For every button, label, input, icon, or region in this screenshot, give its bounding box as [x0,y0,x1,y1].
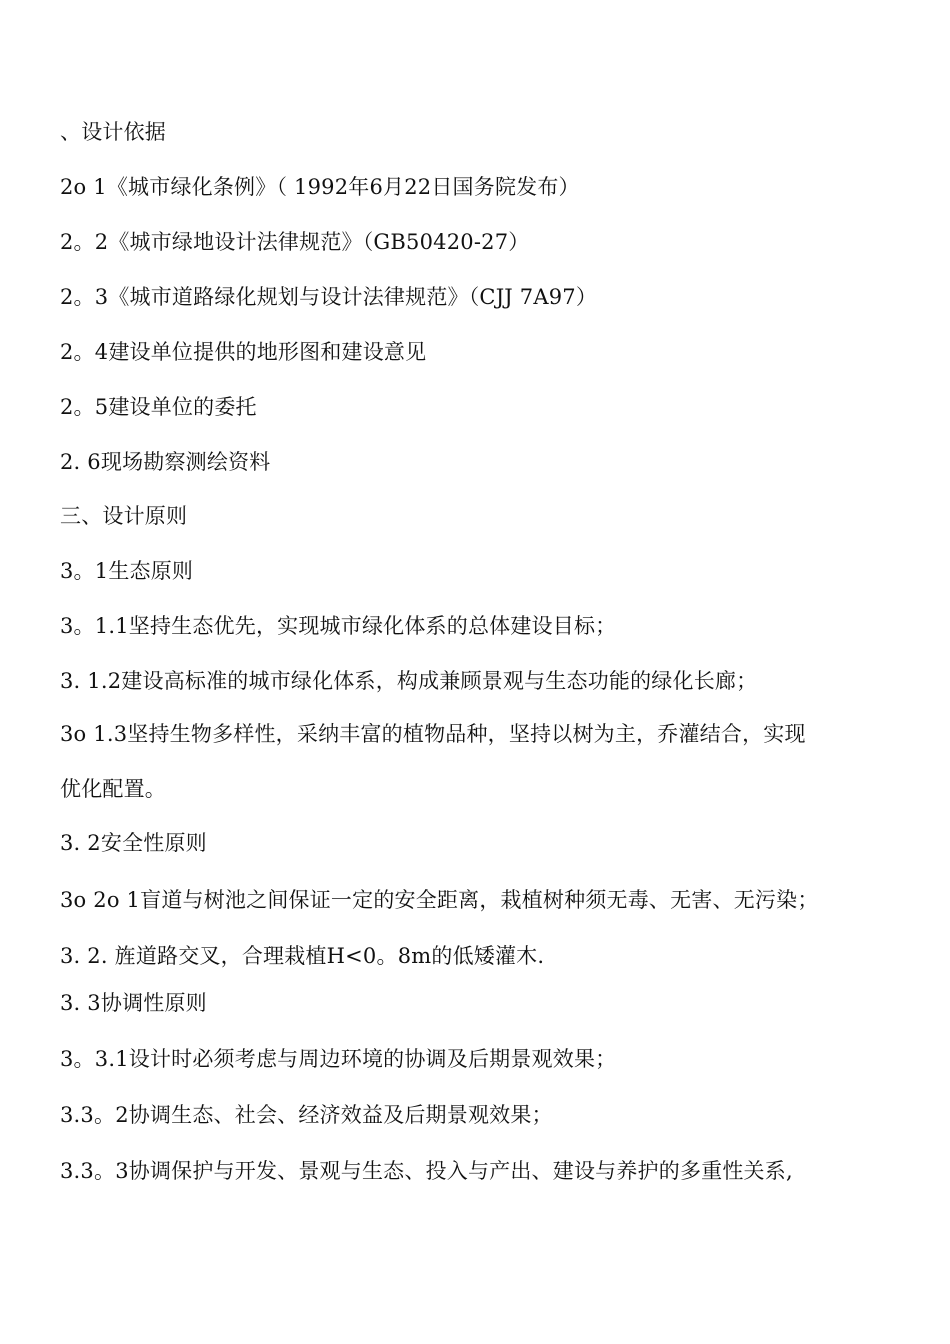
principle-item-3-1-1: 3。1.1坚持生态优先，实现城市绿化体系的总体建设目标； [60,614,617,638]
principle-item-3-1-3-continued: 优化配置。 [60,777,166,801]
principle-item-3-2-2: 3. 2. 旌道路交叉，合理栽植H<0。8m的低矮灌木. [60,944,545,968]
basis-item-2-2: 2。2《城市绿地设计法律规范》（GB50420-27） [60,230,530,254]
subsection-heading-safety: 3. 2安全性原则 [60,831,207,855]
section-heading-design-basis: 、设计依据 [60,120,166,144]
basis-item-2-6: 2. 6现场勘察测绘资料 [60,450,271,474]
subsection-heading-ecology: 3。1生态原则 [60,559,194,583]
basis-item-2-5: 2。5建设单位的委托 [60,395,257,419]
principle-item-3-1-2: 3. 1.2建设高标准的城市绿化体系，构成兼顾景观与生态功能的绿化长廊； [60,669,758,693]
basis-item-2-1: 2o 1《城市绿化条例》（ 1992年6月22日国务院发布） [60,175,580,199]
subsection-heading-coordination: 3. 3协调性原则 [60,991,207,1015]
principle-item-3-1-3: 3o 1.3坚持生物多样性，采纳丰富的植物品种，坚持以树为主，乔灌结合，实现 [60,722,806,746]
principle-item-3-2-1: 3o 2o 1盲道与树池之间保证一定的安全距离，栽植树种须无毒、无害、无污染； [60,888,819,912]
principle-item-3-3-1: 3。3.1设计时必须考虑与周边环境的协调及后期景观效果； [60,1047,617,1071]
basis-item-2-4: 2。4建设单位提供的地形图和建设意见 [60,340,427,364]
section-heading-design-principles: 三、设计原则 [60,504,188,528]
principle-item-3-3-2: 3.3。2协调生态、社会、经济效益及后期景观效果； [60,1103,553,1127]
basis-item-2-3: 2。3《城市道路绿化规划与设计法律规范》（CJJ 7A97） [60,285,598,309]
principle-item-3-3-3: 3.3。3协调保护与开发、景观与生态、投入与产出、建设与养护的多重性关系, [60,1159,793,1183]
